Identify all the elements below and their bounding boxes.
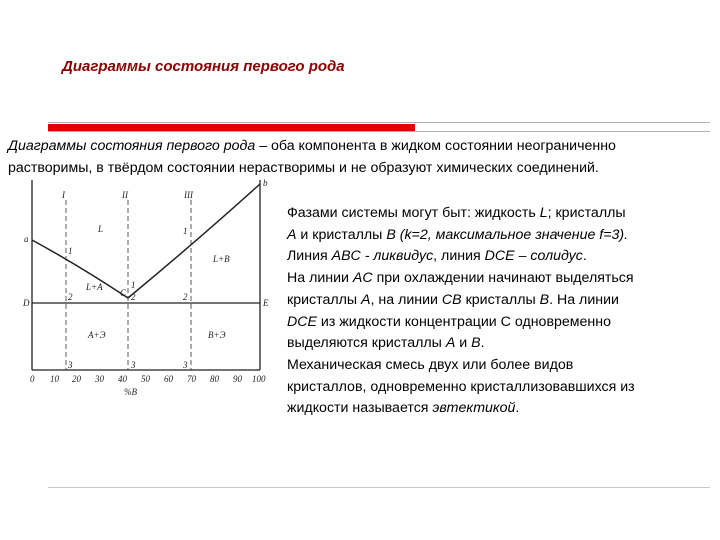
x-axis-label: %B — [124, 387, 137, 397]
num-3-line-3: 3 — [183, 360, 188, 370]
liquidus-line — [287, 246, 707, 268]
x-tick: 10 — [50, 374, 59, 384]
liquidus-prefix: Линия — [287, 248, 332, 265]
point-e: E — [263, 298, 269, 308]
label-ii: II — [122, 190, 128, 200]
region-b-e: B+Э — [208, 330, 226, 340]
cooling-line-2 — [287, 290, 707, 312]
x-tick: 90 — [233, 374, 242, 384]
cooling-text: из жидкости концентрации С одновременно — [316, 313, 611, 330]
crystal-a-2: A — [445, 335, 456, 352]
slide-title: Диаграммы состояния первого рода — [62, 58, 345, 75]
x-tick: 30 — [95, 374, 104, 384]
intro-line-2: растворимы, в твёрдом состоянии нерастворимы и не образуют химических соединений. — [8, 160, 599, 176]
intro-term: Диаграммы состояния первого рода — [8, 138, 256, 154]
eutectic-term: эвтектикой — [432, 400, 516, 417]
cooling-text: . — [480, 335, 485, 352]
x-tick: 70 — [187, 374, 196, 384]
liquidus-ac — [32, 240, 128, 298]
footer-divider — [48, 487, 710, 488]
eutectic-text: жидкости называется — [287, 400, 433, 417]
phase-diagram — [8, 170, 280, 400]
num-3-line-2: 3 — [131, 360, 136, 370]
x-tick: 80 — [210, 374, 219, 384]
intro-line-1-rest: – оба компонента в жидком состоянии неограниченно — [255, 138, 616, 154]
num-1-line-2: 1 — [131, 280, 136, 290]
liquidus-label: - ликвидус — [360, 248, 434, 265]
dce-label-2: DCE — [287, 313, 317, 330]
liquidus-cb — [128, 184, 260, 298]
cooling-line-3 — [287, 312, 707, 334]
phases-line-1 — [287, 203, 707, 225]
phases-text: Фазами системы могут быт: жидкость — [287, 205, 540, 221]
num-3-line-1: 3 — [68, 360, 73, 370]
crystal-b: B — [539, 291, 550, 308]
dce-label: DCE — [484, 248, 515, 265]
cooling-text: при охлаждении начинают выделяться — [372, 270, 634, 287]
phases-kf: (k=2, максимальное значение f=3). — [395, 226, 629, 243]
phase-explanation — [287, 203, 707, 420]
cooling-line-4 — [287, 333, 707, 355]
liquidus-comma: , линия — [433, 248, 485, 265]
region-l-b: L+B — [213, 254, 230, 264]
eutectic-line-3 — [287, 398, 707, 420]
phases-tail: ; кристаллы — [547, 205, 626, 221]
cooling-line-1 — [287, 268, 707, 290]
intro-line-1 — [8, 135, 716, 157]
point-c: C — [120, 288, 127, 298]
eutectic-line-2: кристаллов, одновременно кристаллизовавшихся из — [287, 378, 635, 395]
liquidus-period: . — [582, 248, 587, 265]
x-tick: 20 — [72, 374, 81, 384]
num-2-line-3: 2 — [183, 292, 188, 302]
ac-label: AC — [352, 270, 373, 287]
num-1-line-1: 1 — [68, 246, 73, 256]
cooling-text: кристаллы — [287, 291, 362, 308]
phase-b: B — [386, 226, 396, 243]
num-2-line-1: 2 — [68, 292, 73, 302]
phase-diagram-svg — [8, 170, 280, 400]
point-a: a — [24, 234, 29, 244]
num-2-line-2: 2 — [131, 292, 136, 302]
crystal-b-2: B — [471, 335, 481, 352]
point-d: D — [23, 298, 30, 308]
cooling-text: На линии — [287, 270, 353, 287]
phases-line-2 — [287, 225, 707, 247]
cooling-text: , на линии — [370, 291, 442, 308]
num-1-line-3: 1 — [183, 226, 188, 236]
x-tick: 100 — [252, 374, 266, 384]
label-i: I — [62, 190, 65, 200]
phase-a: A — [287, 226, 297, 243]
crystal-a: A — [361, 291, 371, 308]
title-divider-thin-bottom — [48, 131, 710, 132]
phase-l: L — [539, 205, 548, 221]
cooling-text: выделяются кристаллы — [287, 335, 446, 352]
solidus-label: – солидус — [514, 248, 583, 265]
title-divider-accent — [48, 124, 415, 131]
region-l-a: L+A — [86, 282, 103, 292]
x-tick: 50 — [141, 374, 150, 384]
region-liquid: L — [98, 224, 104, 234]
eutectic-line-1: Механическая смесь двух или более видов — [287, 356, 574, 373]
x-tick: 60 — [164, 374, 173, 384]
abc-label: ABC — [331, 248, 361, 265]
title-divider-thin-top — [48, 122, 710, 123]
region-a-e: A+Э — [88, 330, 106, 340]
cooling-text: и — [455, 335, 472, 352]
label-iii: III — [184, 190, 193, 200]
cb-label: CB — [441, 291, 462, 308]
cooling-text: . На линии — [549, 291, 619, 308]
eutectic-period: . — [515, 400, 520, 417]
x-tick: 0 — [30, 374, 35, 384]
cooling-text: кристаллы — [461, 291, 540, 308]
phases-and: и кристаллы — [296, 226, 387, 243]
x-tick: 40 — [118, 374, 127, 384]
point-b: b — [263, 178, 268, 188]
